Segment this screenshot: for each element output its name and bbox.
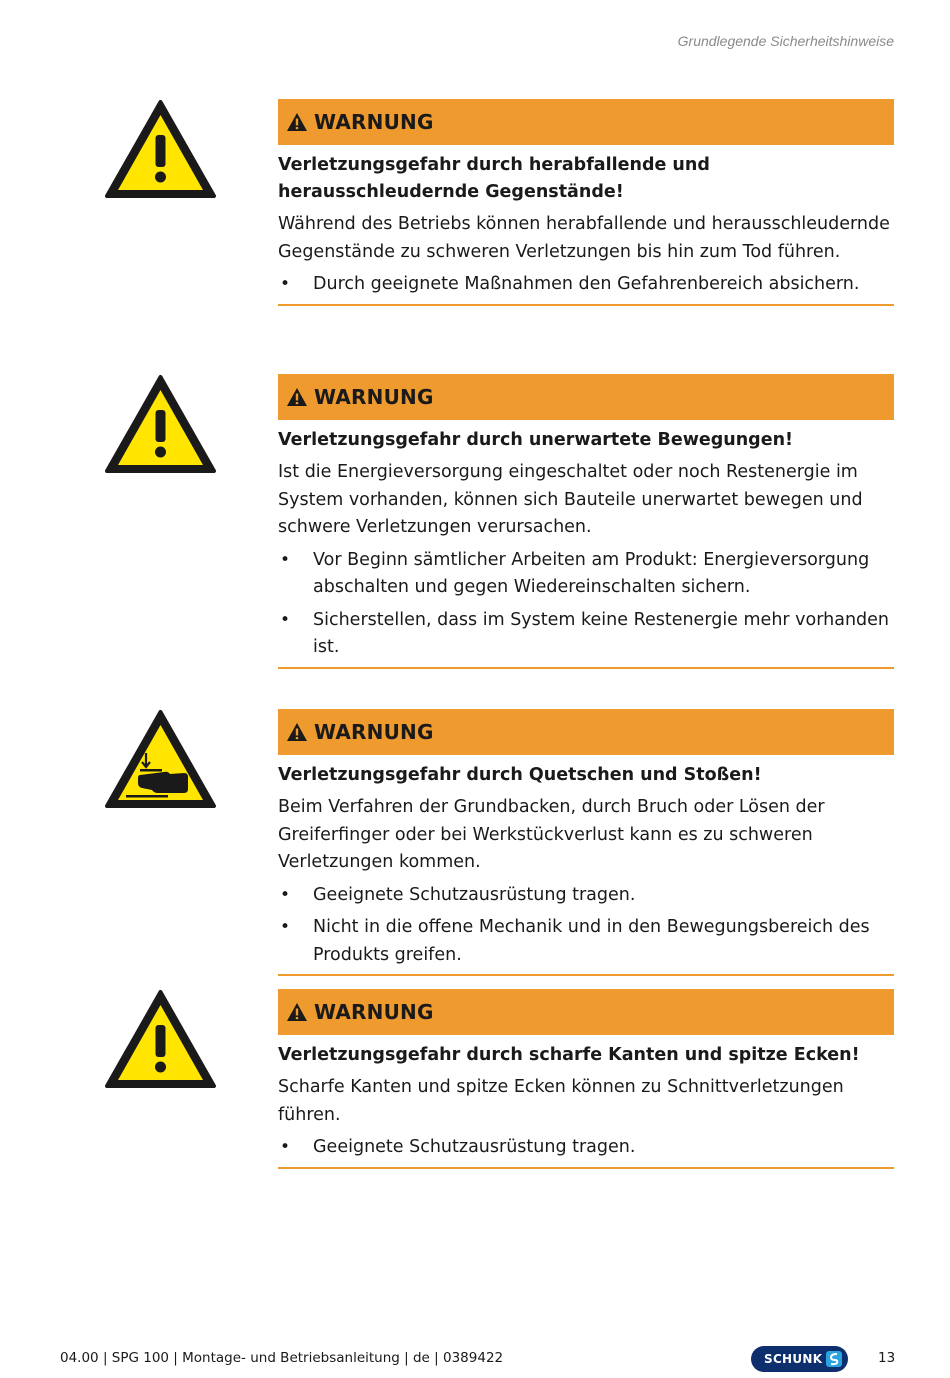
exclamation-warning-sign-icon [104, 989, 217, 1089]
warning-content [278, 374, 894, 669]
warning-title: Verletzungsgefahr durch herabfallende und herausschleudernde Gegenstände! [278, 155, 710, 202]
warning-label: WARNUNG [314, 110, 434, 134]
warning-body: Beim Verfahren der Grundbacken, durch Bruch oder Lösen der Greiferfinger oder bei Werkstückverlust kann es zu schweren Verletzungen kommen. [278, 797, 825, 872]
list-item [278, 271, 894, 299]
warning-triangle-icon [286, 1002, 308, 1022]
warning-triangle-icon [286, 112, 308, 132]
exclamation-warning-sign-icon [104, 374, 217, 474]
list-item [278, 607, 894, 662]
list-item-text: Durch geeignete Maßnahmen den Gefahrenbereich absichern. [313, 274, 860, 294]
warning-triangle-icon [286, 387, 308, 407]
warning-divider [278, 974, 894, 976]
warning-label: WARNUNG [314, 720, 434, 744]
brand-name: SCHUNK [764, 1352, 823, 1366]
list-item-text: Geeignete Schutzausrüstung tragen. [313, 884, 636, 905]
warning-action-list [278, 882, 894, 970]
list-item-text: Sicherstellen, dass im System keine Restenergie mehr vorhanden ist. [313, 609, 889, 657]
warning-body: Scharfe Kanten und spitze Ecken können zu Schnittverletzungen führen. [278, 1077, 844, 1125]
warning-signal-bar [278, 709, 894, 755]
page-number: 13 [878, 1350, 896, 1366]
warning-title: Verletzungsgefahr durch unerwartete Bewegungen! [278, 430, 794, 450]
bullet-icon: • [280, 917, 291, 937]
bullet-icon: • [280, 274, 291, 294]
footer-doc-info: 04.00 | SPG 100 | Montage- und Betriebsanleitung | de | 0389422 [60, 1350, 504, 1366]
warning-content [278, 989, 894, 1169]
exclamation-warning-sign-icon [104, 99, 217, 199]
bullet-icon: • [280, 1137, 291, 1157]
warning-title: Verletzungsgefahr durch Quetschen und Stoßen! [278, 765, 762, 785]
bullet-icon: • [280, 549, 291, 570]
running-header: Grundlegende Sicherheitshinweise [677, 33, 894, 49]
warning-label: WARNUNG [314, 385, 434, 409]
warning-content [278, 99, 894, 306]
warning-title: Verletzungsgefahr durch scharfe Kanten und spitze Ecken! [278, 1045, 860, 1065]
warning-action-list [278, 547, 894, 662]
bullet-icon: • [280, 609, 291, 630]
warning-body: Während des Betriebs können herabfallende und herausschleudernde Gegenstände zu schweren Verletzungen bis hin zum Tod führen. [278, 214, 890, 262]
list-item-text: Geeignete Schutzausrüstung tragen. [313, 1137, 636, 1157]
brand-mark-icon [826, 1351, 842, 1367]
list-item [278, 547, 894, 602]
bullet-icon: • [280, 884, 291, 905]
warning-divider [278, 304, 894, 306]
warning-body: Ist die Energieversorgung eingeschaltet oder noch Restenergie im System vorhanden, können sich Bauteile unerwartet bewegen und schwere Verletzungen verursachen. [278, 462, 863, 537]
warning-content [278, 709, 894, 976]
warning-label: WARNUNG [314, 1000, 434, 1024]
list-item [278, 1134, 894, 1162]
list-item [278, 882, 894, 910]
warning-signal-bar [278, 99, 894, 145]
list-item [278, 914, 894, 969]
warning-action-list [278, 271, 894, 299]
warning-signal-bar [278, 374, 894, 420]
list-item-text: Vor Beginn sämtlicher Arbeiten am Produkt: Energieversorgung abschalten und gegen Wiedereinschalten sichern. [313, 549, 870, 597]
warning-action-list [278, 1134, 894, 1162]
list-item-text: Nicht in die offene Mechanik und in den Bewegungsbereich des Produkts greifen. [313, 917, 870, 965]
warning-triangle-icon [286, 722, 308, 742]
hand-crush-warning-sign-icon [104, 709, 217, 809]
warning-divider [278, 1167, 894, 1169]
warning-signal-bar [278, 989, 894, 1035]
warning-divider [278, 667, 894, 669]
schunk-logo [751, 1346, 848, 1372]
